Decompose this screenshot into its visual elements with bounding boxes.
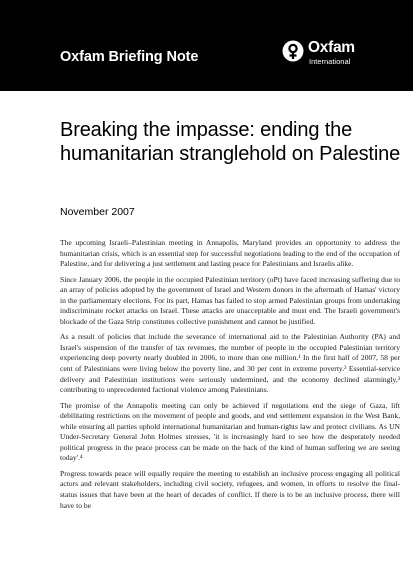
document-date: November 2007 xyxy=(60,206,135,218)
header-banner xyxy=(0,0,413,91)
paragraph: The promise of the Annapolis meeting can only be achieved if negotiations end the siege of Gaza, lift debilitating restrictions on the movement of people and goods, and end settlement expansion in the West Bank, while ensuring all parties uphold international humanitarian and human-rights law and protect civilians. As UN Under-Secretary General John Holmes stresses, 'it is increasingly hard to see how the desperately needed political progress in the peace process can be made on the back of the kind of human suffering we are seeing today'.⁴ xyxy=(60,400,400,463)
paragraph: Progress towards peace will equally require the meeting to establish an inclusive process engaging all political actors and relevant stakeholders, including civil society, refugees, and women, in efforts to resolve the final-status issues that have been at the heart of decades of conflict. If there is to be an inclusive process, there will have to be xyxy=(60,468,400,510)
oxfam-logo-icon xyxy=(282,40,304,62)
document-title: Breaking the impasse: ending the humanitarian stranglehold on Palestine xyxy=(60,119,401,165)
body-text xyxy=(60,238,400,516)
paragraph: Since January 2006, the people in the occupied Palestinian territory (oPt) have faced increasing suffering due to an array of policies adopted by the government of Israel and Western donors in the aftermath of Hamas' victory in the parliamentary elections. For its part, Hamas has failed to stop armed Palestinian groups from undertaking indiscriminate rocket attacks on Israel. These attacks are unacceptable and must end. The Israeli government's blockade of the Gaza Strip constitutes collective punishment and cannot be justified. xyxy=(60,274,400,326)
paragraph: As a result of policies that include the severance of international aid to the Palestinian Authority (PA) and Israel's suspension of the transfer of tax revenues, the number of people in the occupied Palestinian territory experiencing deep poverty nearly doubled in 2006, to more than one million.¹ In the first half of 2007, 58 per cent of Palestinians were living below the poverty line, and 30 per cent in extreme poverty.² Essential-service delivery and Palestinian institutions were seriously undermined, and the economy declined alarmingly,³ contributing to unprecedented factional violence among Palestinians. xyxy=(60,332,400,395)
briefing-note-label: Oxfam Briefing Note xyxy=(60,49,199,65)
paragraph: The upcoming Israeli–Palestinian meeting in Annapolis, Maryland provides an opportunity to address the humanitarian crisis, which is an essential step for successful negotiations leading to the end of the occupation of Palestine, and for delivering a just settlement and lasting peace for Palestinians and Israelis alike. xyxy=(60,238,400,269)
oxfam-logo xyxy=(282,39,362,71)
logo-wordmark: Oxfam xyxy=(308,39,355,56)
logo-subtitle: International xyxy=(309,57,351,66)
